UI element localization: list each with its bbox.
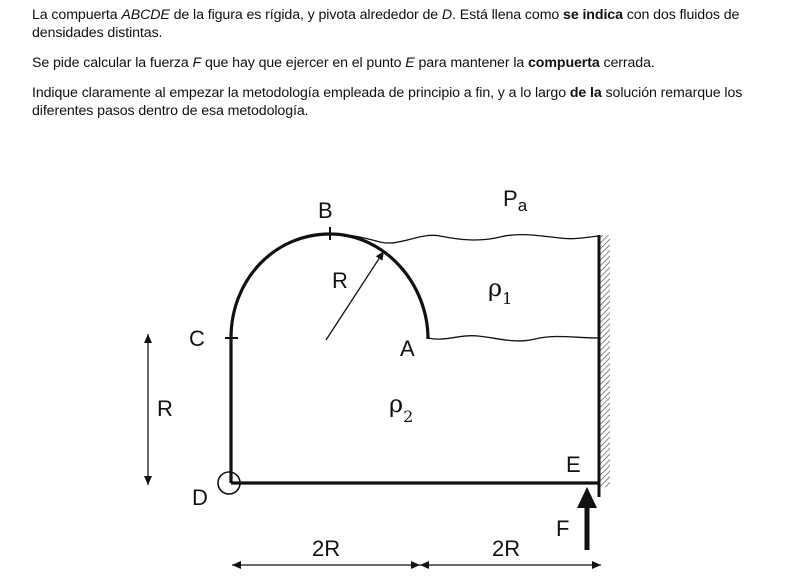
label-point-a: A <box>400 336 415 361</box>
point-name: E <box>405 55 415 71</box>
label-fluid-2-density: ρ2 <box>389 390 414 426</box>
fluid-interface <box>428 336 599 341</box>
fixed-wall-hatching <box>600 235 610 487</box>
force-arrow-head <box>577 487 597 508</box>
label-force: F <box>556 516 570 541</box>
paragraph-gate-description: La compuerta ABCDE de la figura es rígida, y pivota alrededor de D. Está llena como se indica con dos fluidos de densidades distintas. <box>32 7 740 41</box>
paragraph-task: Se pide calcular la fuerza F que hay que ejercer en el punto E para mantener la compuerta cerrada. <box>32 55 655 71</box>
label-point-d: D <box>192 485 208 510</box>
label-bottom-dimension-right: 2R <box>492 536 521 561</box>
label-point-c: C <box>189 326 205 351</box>
paragraph-instructions: Indique claramente al empezar la metodología empleada de principio a fin, y a lo largo de la solución remarque los diferentes pasos dentro de esa metodología. <box>32 85 743 119</box>
label-point-e: E <box>566 452 581 477</box>
label-point-b: B <box>318 198 333 223</box>
label-bottom-dimension-left: 2R <box>312 536 341 561</box>
gate-name: ABCDE <box>121 7 170 23</box>
label-left-dimension: R <box>157 396 173 421</box>
label-radius: R <box>332 268 348 293</box>
label-fluid-1-density: ρ1 <box>488 274 513 308</box>
gate-semicircle <box>231 234 428 339</box>
force-name: F <box>192 55 202 71</box>
pivot-point-name: D <box>441 7 453 23</box>
radius-arrow <box>326 251 384 340</box>
label-atmospheric-pressure: Pa <box>503 186 528 215</box>
free-surface-upper <box>330 234 599 243</box>
